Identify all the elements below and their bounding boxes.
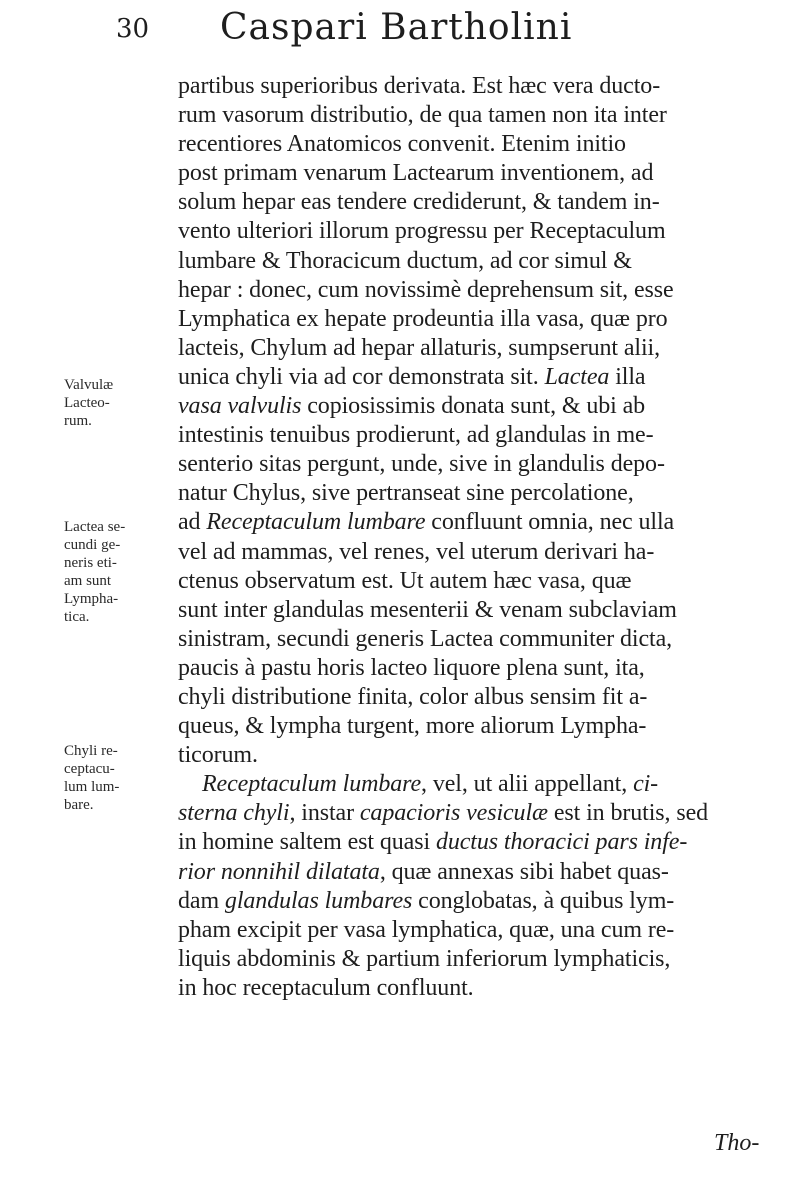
text-line: sinistram, secundi generis Lactea communiter dicta, [178,625,673,652]
margin-note-line: lum lum- [64,779,120,795]
text-line: rum vasorum distributio, de qua tamen non ita inter [178,102,667,129]
margin-note-line: neris eti- [64,555,117,571]
text-line: vento ulteriori illorum progressu per Receptaculum [178,218,666,245]
text-line: partibus superioribus derivata. Est hæc vera ducto- [178,73,661,99]
margin-note-line: ceptacu- [64,761,115,777]
text-line: Receptaculum lumbare, vel, ut alii appellant, ci- [202,771,659,798]
margin-note-line: tica. [64,609,90,625]
text-line: dam glandulas lumbares conglobatas, à quibus lym- [178,887,675,914]
catchword: Tho- [714,1130,760,1156]
margin-note-line: am sunt [64,573,112,589]
text-line: post primam venarum Lactearum inventionem, ad [178,160,654,187]
text-line: sterna chyli, instar capacioris vesiculæ est in brutis, sed [178,800,709,827]
text-line: ad Receptaculum lumbare confluunt omnia, nec ulla [178,509,675,536]
text-line: in homine saltem est quasi ductus thoracici pars infe- [178,829,688,856]
text-line: lacteis, Chylum ad hepar allaturis, sumpserunt alii, [178,334,661,361]
text-line: queus, & lympha turgent, more aliorum Lympha- [178,713,647,740]
text-line: recentiores Anatomicos convenit. Etenim initio [178,131,626,158]
margin-note-line: Valvulæ [64,377,114,393]
margin-note-line: Lacteo- [64,395,110,411]
text-line: ctenus observatum est. Ut autem hæc vasa, quæ [178,567,632,594]
margin-note-line: Lactea se- [64,519,126,535]
margin-note-line: cundi ge- [64,537,121,553]
text-line: sunt inter glandulas mesenterii & venam subclaviam [178,596,677,623]
margin-note-line: Chyli re- [64,743,118,759]
text-line: ticorum. [178,742,258,769]
text-line: Lymphatica ex hepate prodeuntia illa vasa, quæ pro [178,305,668,332]
text-line: in hoc receptaculum confluunt. [178,974,474,1001]
margin-note-line: rum. [64,413,92,429]
page-number: 30 [116,14,150,44]
margin-note-receptaculum [64,742,119,814]
margin-note-line: Lympha- [64,591,119,607]
text-line: intestinis tenuibus prodierunt, ad glandulas in me- [178,422,654,449]
text-line: hepar : donec, cum novissimè deprehensum sit, esse [178,276,674,303]
text-line: natur Chylus, sive pertranseat sine percolatione, [178,480,634,507]
text-line: senterio sitas pergunt, unde, sive in glandulis depo- [178,451,665,478]
text-line: solum hepar eas tendere crediderunt, & tandem in- [178,189,660,216]
text-line: vel ad mammas, vel renes, vel uterum derivari ha- [178,538,655,565]
main-text [178,72,778,1003]
text-line: rior nonnihil dilatata, quæ annexas sibi habet quas- [178,858,669,885]
running-head: Caspari Bartholini [220,7,573,48]
text-line: pham excipit per vasa lymphatica, quæ, una cum re- [178,916,675,943]
text-line: chyli distributione finita, color albus sensim fit a- [178,683,648,710]
margin-note-line: bare. [64,797,94,813]
margin-note-lactea-secundi [64,518,125,626]
text-line: vasa valvulis copiosissimis donata sunt, & ubi ab [178,393,646,420]
margin-note-valvulae [64,376,113,430]
text-line: paucis à pastu horis lacteo liquore plena sunt, ita, [178,654,645,681]
text-line: liquis abdominis & partium inferiorum lymphaticis, [178,945,671,972]
text-line: lumbare & Thoracicum ductum, ad cor simul & [178,247,632,274]
text-line: unica chyli via ad cor demonstrata sit. Lactea illa [178,363,646,390]
